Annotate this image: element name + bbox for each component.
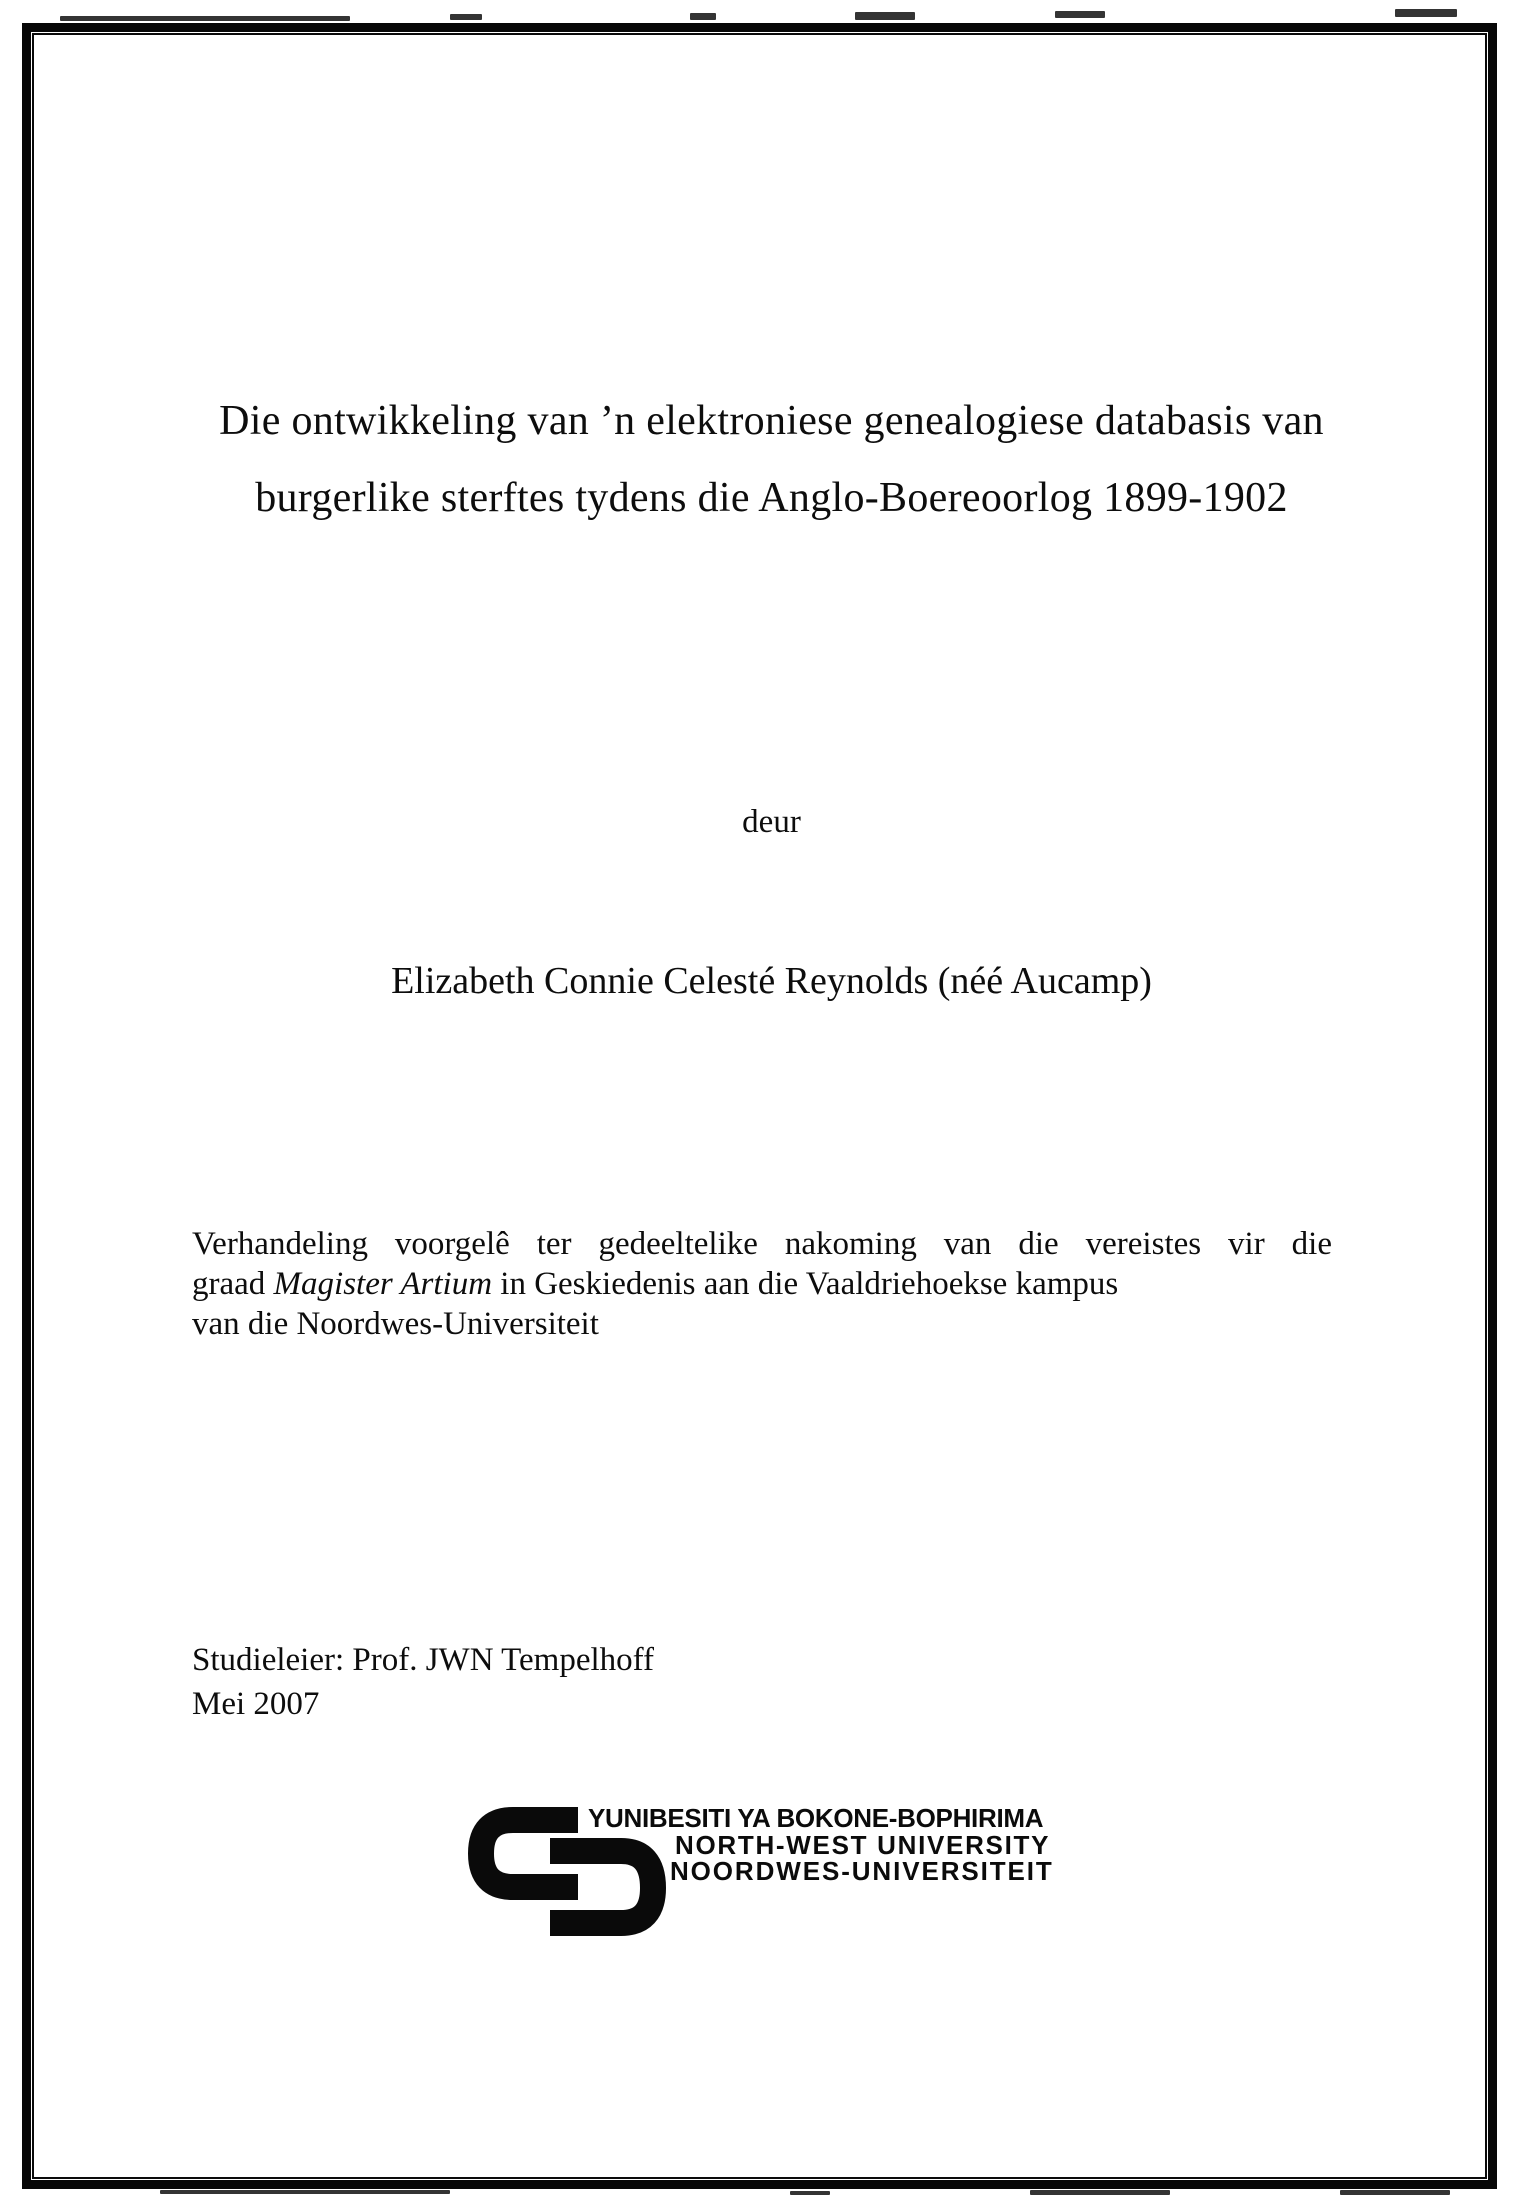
degree-statement-line-2-pre: graad [192,1266,274,1302]
logo-line-setswana: YUNIBESITI YA BOKONE-BOPHIRIMA [588,1803,1044,1833]
degree-statement-line-2 [192,1264,1332,1304]
date-line: Mei 2007 [192,1686,320,1722]
scan-artifact [855,12,915,20]
author-name: Elizabeth Connie Celesté Reynolds (néé Aucamp) [391,960,1152,1002]
supervisor-block [192,1638,654,1726]
scan-artifact [160,2190,450,2194]
degree-name-italic: Magister Artium [273,1266,493,1302]
university-logo [467,1800,1087,1945]
degree-statement-line-1: Verhandeling voorgelê ter gedeeltelike nakoming van die vereistes vir die [192,1226,1332,1262]
degree-statement [192,1224,1332,1344]
scan-artifact [1055,11,1105,18]
degree-statement-line-2-post: in Geskiedenis aan die Vaaldriehoekse kampus [492,1266,1119,1302]
scan-artifact [690,13,716,20]
degree-statement-line-3: van die Noordwes-Universiteit [192,1306,599,1342]
scan-artifact [790,2191,830,2195]
thesis-title-line-2: burgerlike sterftes tydens die Anglo-Boereoorlog 1899-1902 [255,475,1288,521]
byline: deur [742,804,801,840]
supervisor-line: Studieleier: Prof. JWN Tempelhoff [192,1642,655,1678]
logo-line-afrikaans: NOORDWES-UNIVERSITEIT [670,1856,1054,1886]
scan-artifact [450,14,482,20]
scan-artifact [1395,9,1457,17]
thesis-title [16,383,1527,537]
scan-artifact [1030,2190,1170,2195]
scan-artifact [1340,2190,1450,2195]
scan-artifact [60,16,350,21]
thesis-title-line-1: Die ontwikkeling van ’n elektroniese genealogiese databasis van [219,398,1324,444]
logo-line-english: NORTH-WEST UNIVERSITY [675,1830,1051,1860]
